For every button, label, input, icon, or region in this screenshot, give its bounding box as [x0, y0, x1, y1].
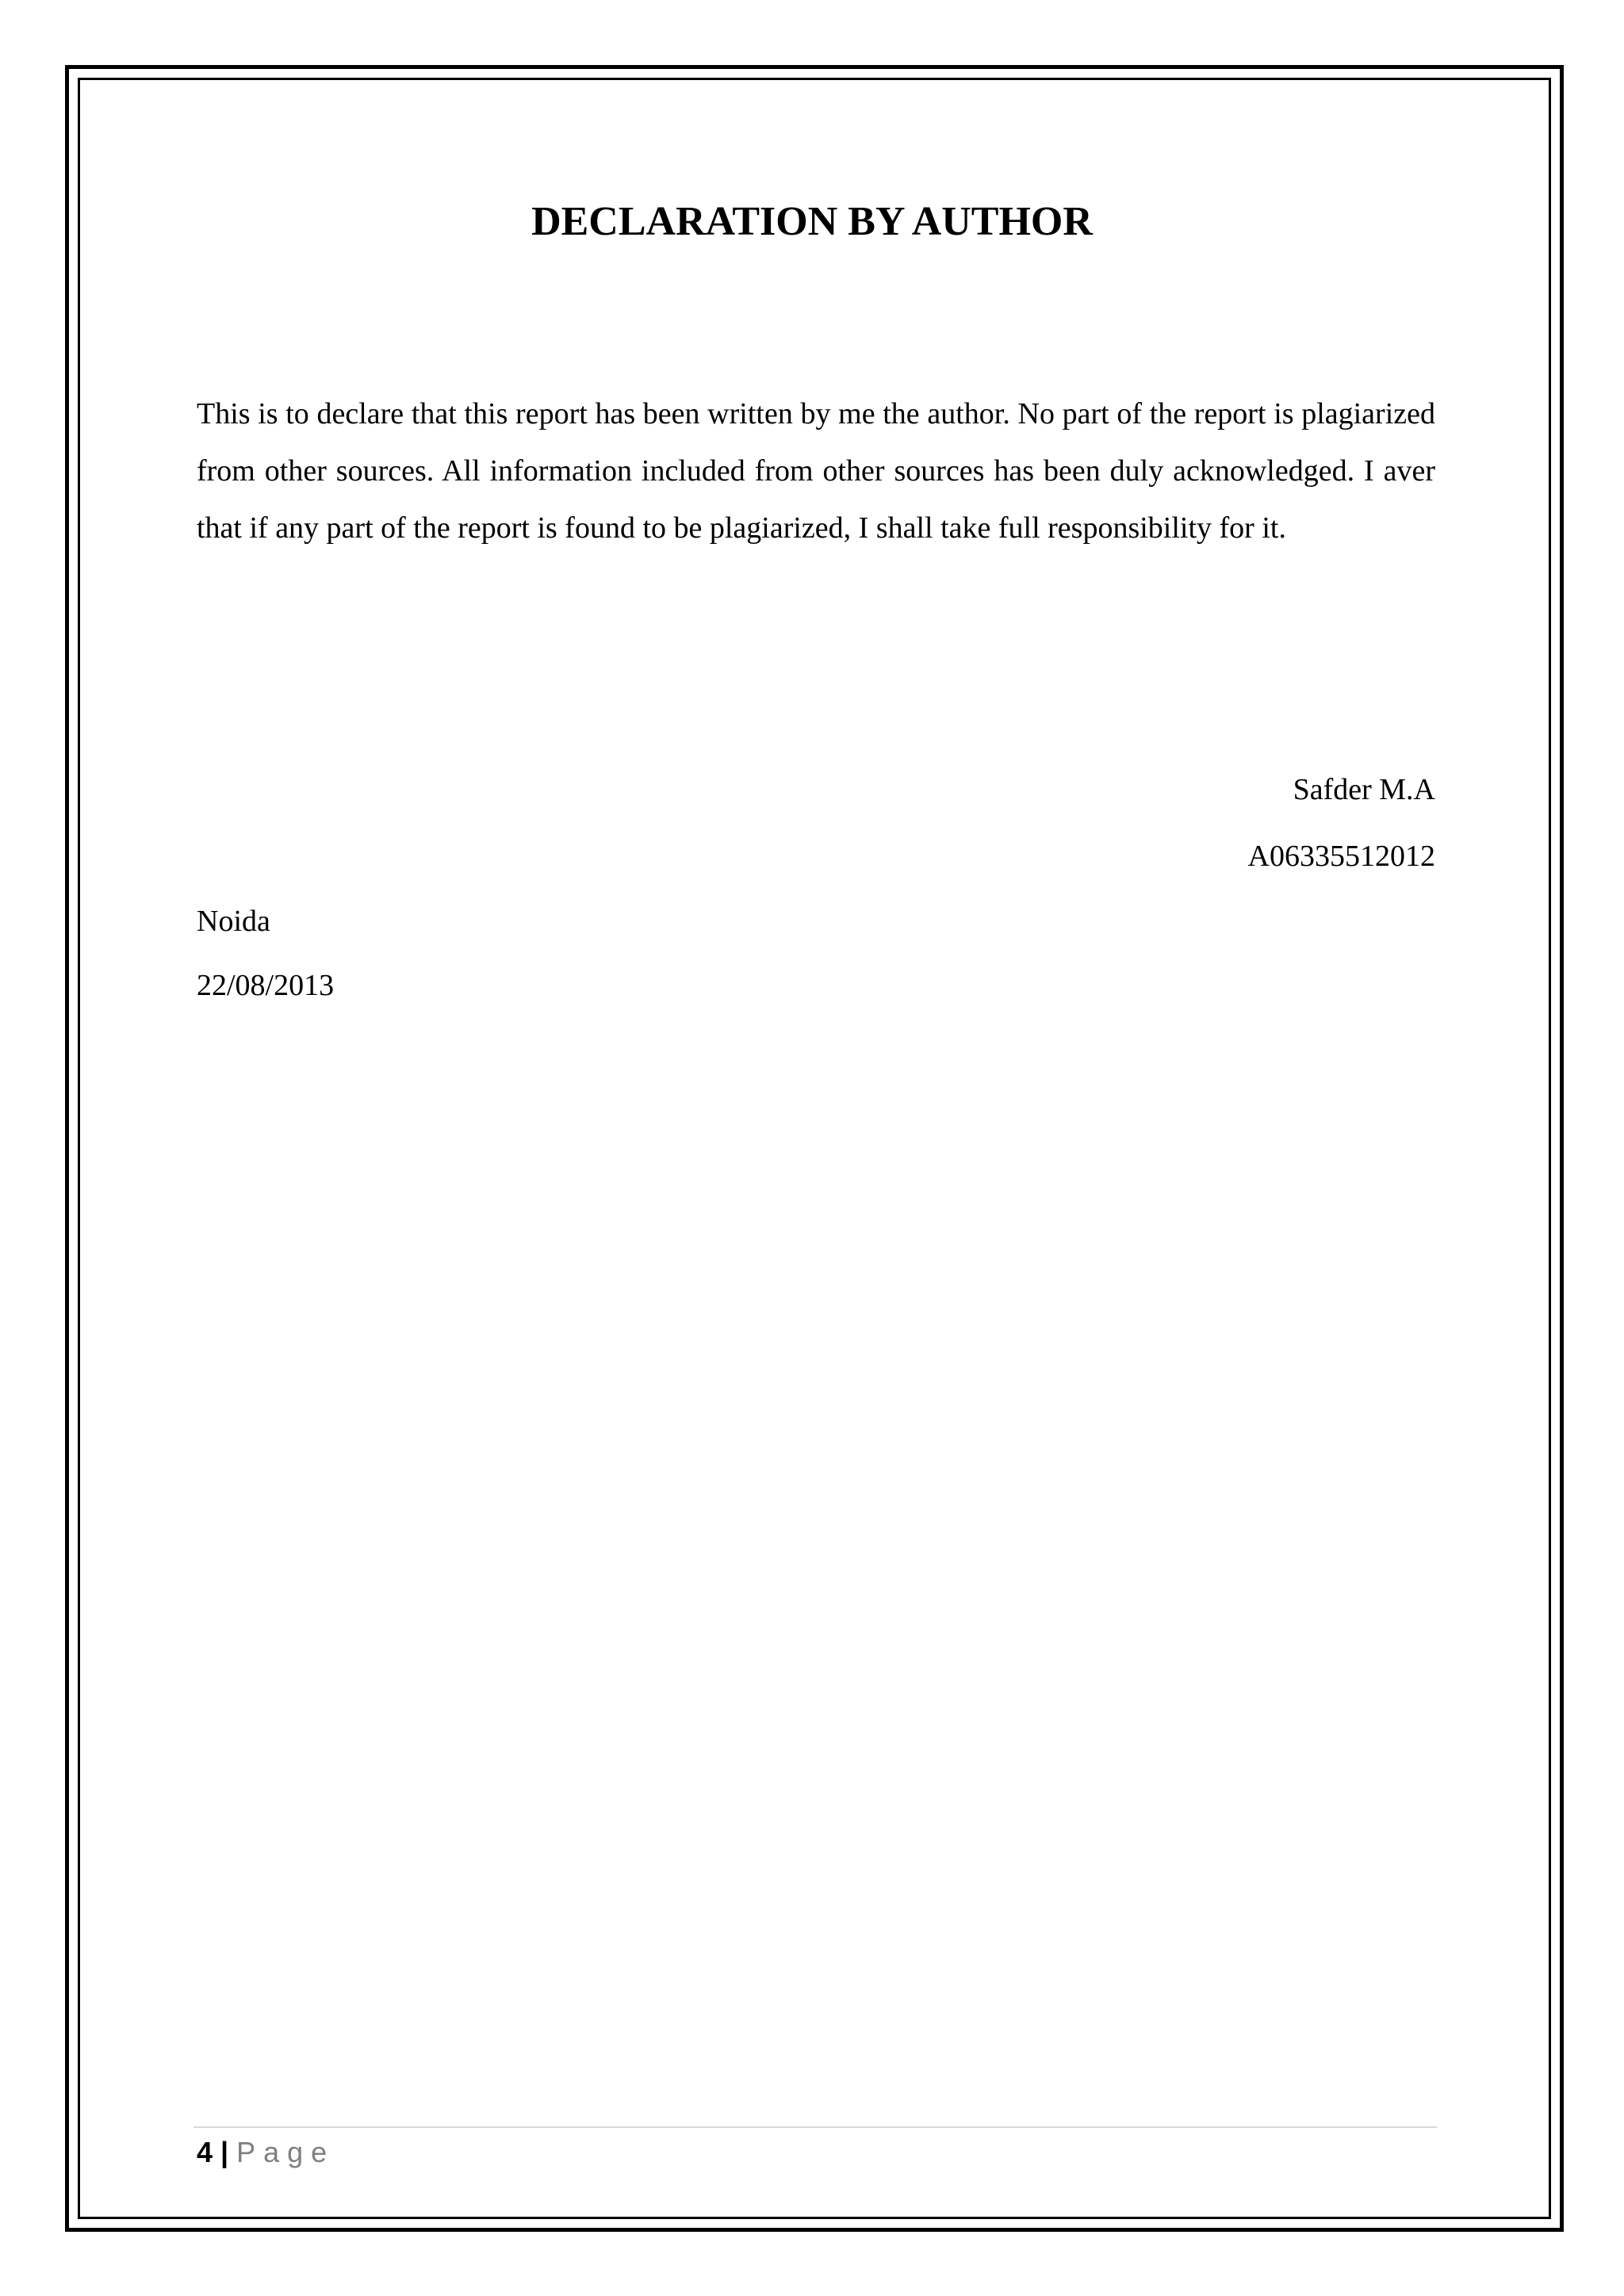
page-title: DECLARATION BY AUTHOR	[531, 199, 1093, 244]
author-name: Safder M.A	[1293, 773, 1435, 806]
page-footer	[197, 2133, 335, 2172]
page-label: Page	[236, 2136, 335, 2168]
footer-divider	[193, 2126, 1437, 2128]
footer-separator: |	[220, 2136, 229, 2168]
declaration-paragraph: This is to declare that this report has been written by me the author. No part of the report is plagiarized from other sources. All information included from other sources has been duly acknowledged. I aver that if any part of the report is found to be plagiarized, I shall take full responsibility for it.	[197, 397, 1435, 545]
date: 22/08/2013	[197, 969, 335, 1002]
page-number: 4	[197, 2136, 213, 2168]
author-id: A06335512012	[1247, 840, 1435, 873]
place: Noida	[197, 905, 270, 938]
